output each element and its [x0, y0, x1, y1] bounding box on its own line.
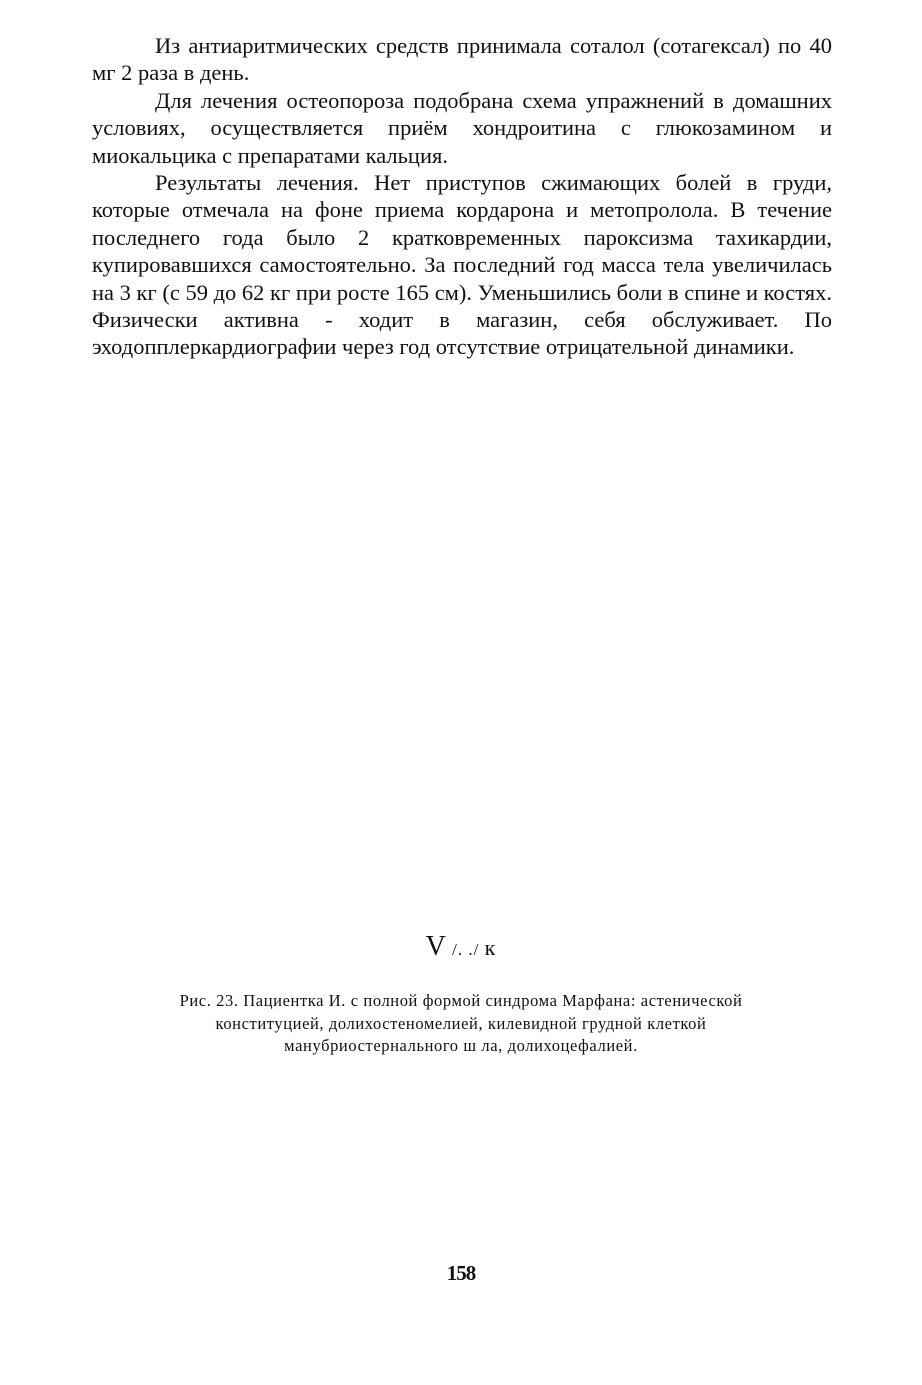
figure-residue [0, 930, 922, 967]
paragraph-osteoporosis-treatment: Для лечения остеопороза подобрана схема упражнений в домашних условиях, осуществляется приём хондроитина с глюкозамином и миокальцика с препаратами кальция. [92, 87, 832, 168]
body-text [92, 32, 832, 361]
caption-line-2: конституцией, долихостеномелией, килевидной грудной клеткой [215, 1013, 707, 1033]
paragraph-treatment-results: Результаты лечения. Нет приступов сжимающих болей в груди, которые отмечала на фоне приема кордарона и метопролола. В течение последнего года было 2 кратковременных пароксизма тахикардии, купировавшихся самостоятельно. За последний год масса тела увеличилась на 3 кг (с 59 до 62 кг при росте 165 см). Уменьшились боли в спине и костях. Физически активна - ходит в магазин, себя обслуживает. По эходопплеркардиографии через год отсутствие отрицательной динамики. [92, 170, 832, 360]
figure-residue-k: к [484, 935, 497, 960]
caption-line-3: манубриостернального ш ла, долихоцефалией. [284, 1036, 638, 1055]
caption-line-1: Рис. 23. Пациентка И. с полной формой синдрома Марфана: астенической [179, 991, 743, 1010]
figure-residue-mid: /. ./ [446, 940, 485, 959]
paragraph-medication: Из антиаритмических средств принимала соталол (сотагексал) по 40 мг 2 раза в день. [92, 33, 832, 86]
figure-residue-v: V [425, 931, 447, 962]
figure-caption [110, 990, 812, 1058]
page-number: 158 [446, 1261, 476, 1285]
